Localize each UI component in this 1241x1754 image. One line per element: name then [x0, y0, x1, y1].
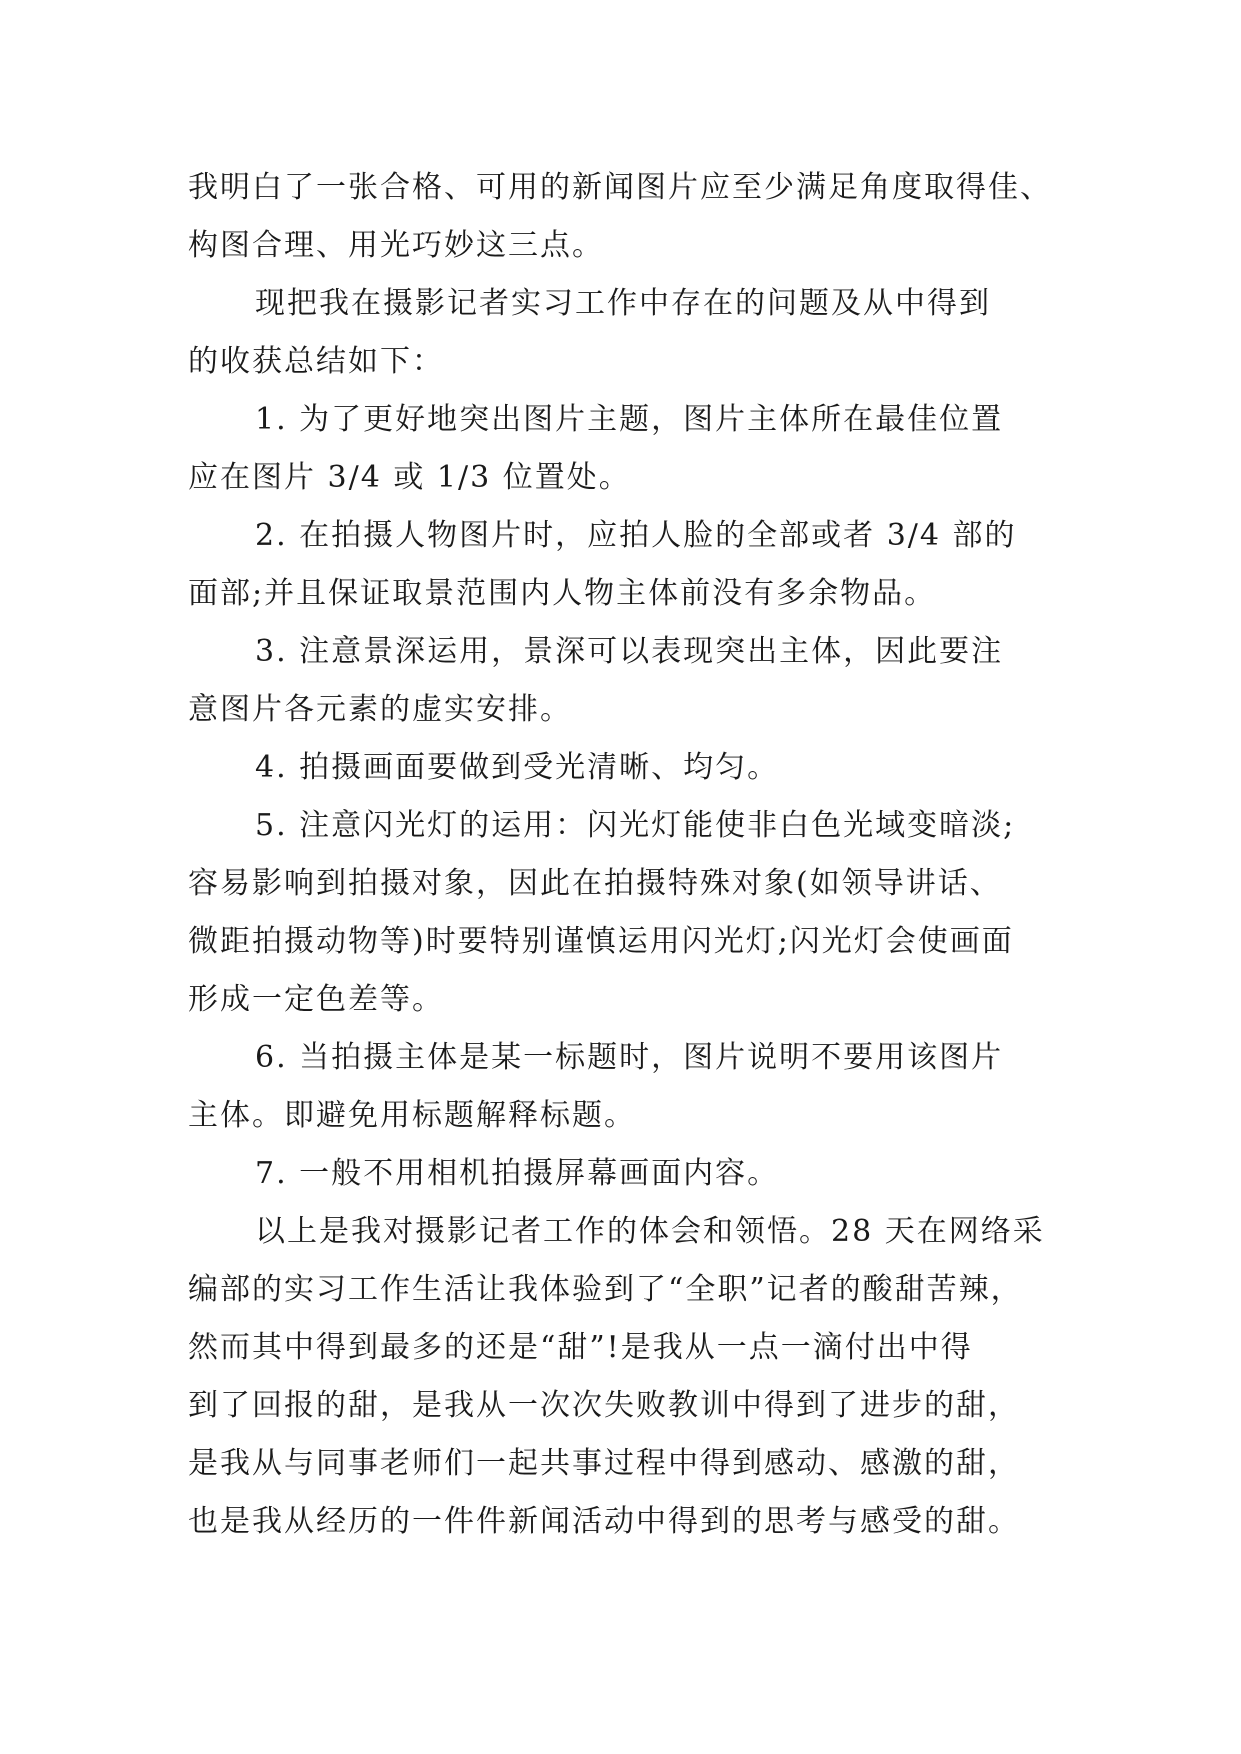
- list-item: 7. 一般不用相机拍摄屏幕画面内容。: [255, 1156, 780, 1191]
- list-item: 4. 拍摄画面要做到受光清晰、均匀。: [255, 750, 780, 785]
- text-line: 现把我在摄影记者实习工作中存在的问题及从中得到: [255, 286, 991, 321]
- text-line: 面部;并且保证取景范围内人物主体前没有多余物品。: [188, 576, 937, 611]
- text-line: 容易影响到拍摄对象，因此在拍摄特殊对象(如领导讲话、: [188, 866, 1002, 901]
- text-line: 也是我从经历的一件件新闻活动中得到的思考与感受的甜。: [188, 1504, 1020, 1539]
- list-item: 1. 为了更好地突出图片主题，图片主体所在最佳位置: [255, 402, 1004, 437]
- text-line: 到了回报的甜，是我从一次次失败教训中得到了进步的甜，: [188, 1388, 1020, 1423]
- text-line: 形成一定色差等。: [188, 982, 444, 1017]
- text-line: 编部的实习工作生活让我体验到了“全职”记者的酸甜苦辣，: [188, 1272, 1023, 1307]
- text-line: 应在图片 3/4 或 1/3 位置处。: [188, 460, 631, 495]
- text-line: 然而其中得到最多的还是“甜”!是我从一点一滴付出中得: [188, 1330, 973, 1365]
- list-item: 3. 注意景深运用，景深可以表现突出主体，因此要注: [255, 634, 1004, 669]
- text-line: 主体。即避免用标题解释标题。: [188, 1098, 636, 1133]
- list-item: 6. 当拍摄主体是某一标题时，图片说明不要用该图片: [255, 1040, 1004, 1075]
- text-line: 我明白了一张合格、可用的新闻图片应至少满足角度取得佳、: [188, 170, 1052, 205]
- text-line: 微距拍摄动物等)时要特别谨慎运用闪光灯;闪光灯会使画面: [188, 924, 1014, 959]
- text-line: 是我从与同事老师们一起共事过程中得到感动、感激的甜，: [188, 1446, 1020, 1481]
- list-item: 2. 在拍摄人物图片时，应拍人脸的全部或者 3/4 部的: [255, 518, 1017, 553]
- text-line: 以上是我对摄影记者工作的体会和领悟。28 天在网络采: [255, 1214, 1045, 1249]
- text-line: 的收获总结如下：: [188, 344, 444, 379]
- list-item: 5. 注意闪光灯的运用：闪光灯能使非白色光域变暗淡;: [255, 808, 1016, 843]
- text-line: 意图片各元素的虚实安排。: [188, 692, 572, 727]
- text-line: 构图合理、用光巧妙这三点。: [188, 228, 604, 263]
